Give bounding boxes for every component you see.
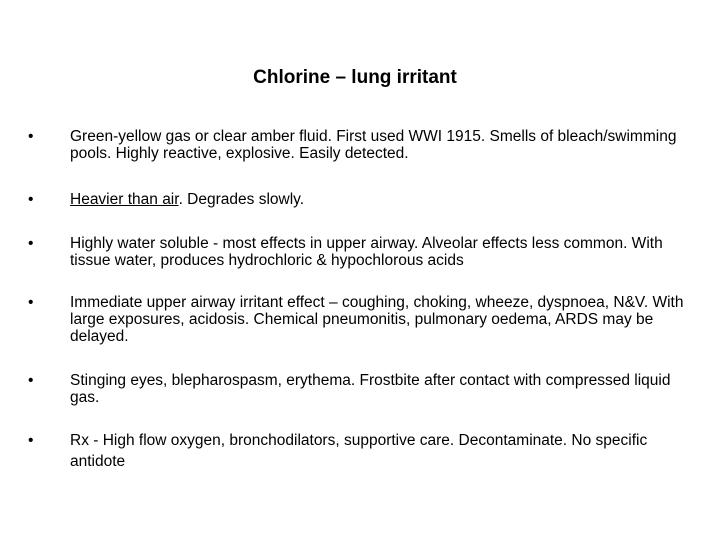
bullet-text: Green-yellow gas or clear amber fluid. First used WWI 1915. Smells of bleach/swimming pools. Highly reactive, explosive. Easily detected.	[70, 128, 677, 162]
bullet-dot: •	[28, 432, 34, 449]
bullet-text: Immediate upper airway irritant effect – coughing, choking, wheeze, dyspnoea, N&V. With large exposures, acidosis. Chemical pneumonitis, pulmonary oedema, ARDS may be delayed.	[70, 294, 684, 345]
underlined-phrase: Heavier than air	[70, 191, 179, 208]
bullet-text: Rx - High flow oxygen, bronchodilators, supportive care. Decontaminate. No specific antidote	[70, 432, 648, 470]
slide-title: Chlorine – lung irritant	[253, 67, 457, 88]
bullet-dot: •	[28, 372, 34, 389]
bullet-dot: •	[28, 294, 34, 311]
bullet-text: Highly water soluble - most effects in upper airway. Alveolar effects less common. With tissue water, produces hydrochloric & hypochlorous acids	[70, 235, 663, 269]
bullet-dot: •	[28, 191, 34, 208]
bullet-text	[70, 191, 700, 208]
bullet-dot: •	[28, 235, 34, 252]
bullet-dot: •	[28, 128, 34, 145]
bullet-text: Stinging eyes, blepharospasm, erythema. Frostbite after contact with compressed liquid gas.	[70, 372, 671, 406]
bullet-text-rest: . Degrades slowly.	[178, 191, 305, 208]
